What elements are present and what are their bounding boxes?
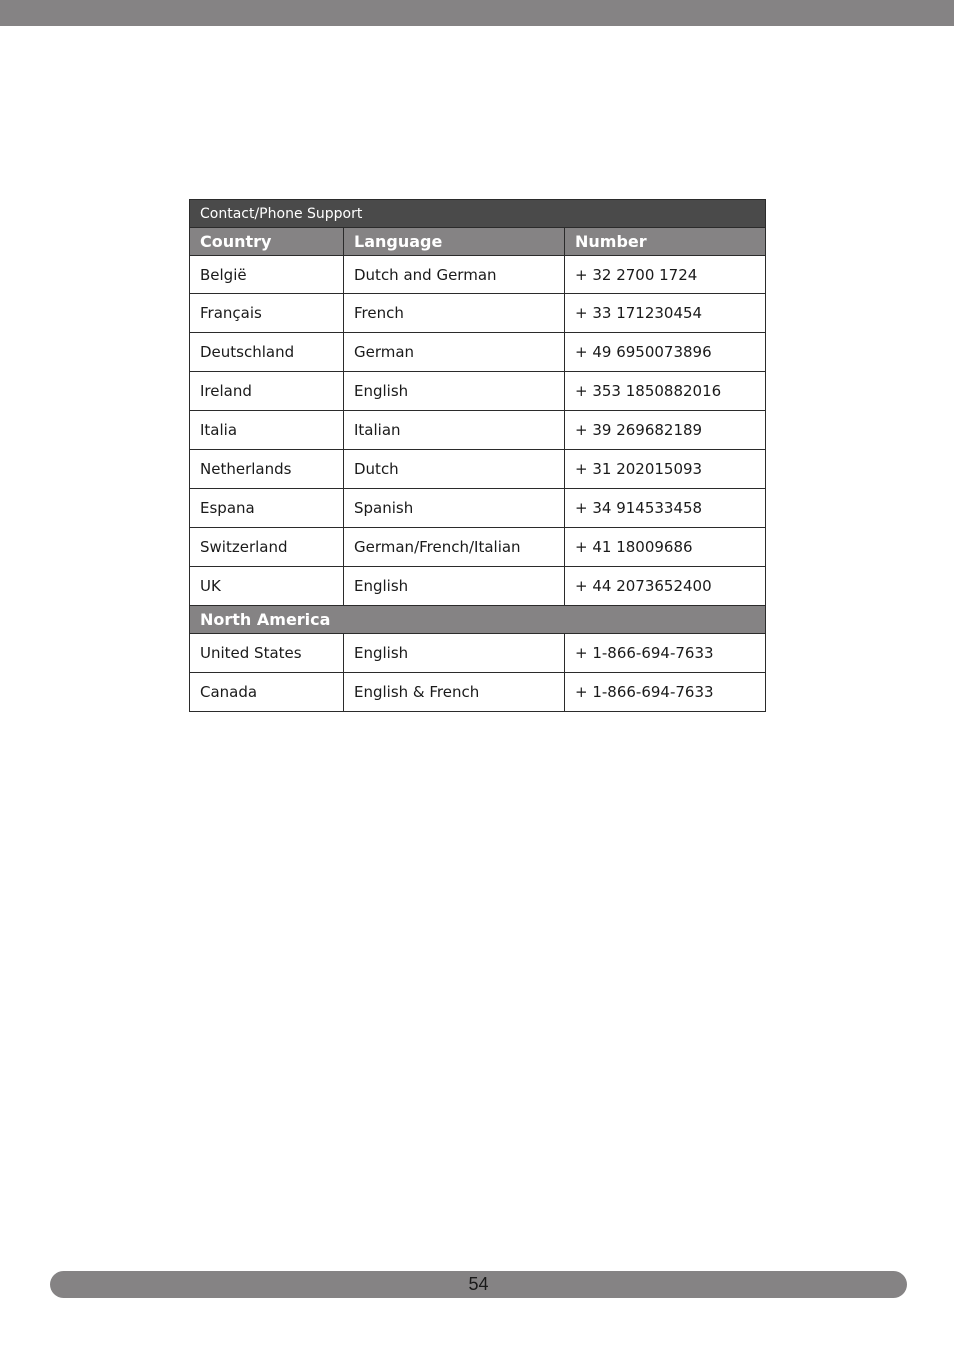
table-row	[190, 673, 766, 712]
language-cell: English & French	[344, 673, 565, 712]
table-title-row	[190, 200, 766, 228]
number-cell: + 1-866-694-7633	[565, 673, 766, 712]
table-header-row	[190, 228, 766, 256]
language-cell: Spanish	[344, 489, 565, 528]
number-cell: + 39 269682189	[565, 411, 766, 450]
column-header-country: Country	[190, 228, 344, 256]
country-cell: Canada	[190, 673, 344, 712]
country-cell: België	[190, 256, 344, 294]
country-cell: Espana	[190, 489, 344, 528]
language-cell: Italian	[344, 411, 565, 450]
country-cell: United States	[190, 634, 344, 673]
number-cell: + 1-866-694-7633	[565, 634, 766, 673]
country-cell: Switzerland	[190, 528, 344, 567]
table-title: Contact/Phone Support	[190, 200, 766, 228]
number-cell: + 32 2700 1724	[565, 256, 766, 294]
country-cell: Italia	[190, 411, 344, 450]
table-row	[190, 333, 766, 372]
language-cell: English	[344, 372, 565, 411]
page-number: 54	[468, 1274, 489, 1294]
contact-phone-support-table	[189, 199, 766, 712]
table-row	[190, 634, 766, 673]
number-cell: + 34 914533458	[565, 489, 766, 528]
top-bar	[0, 0, 954, 26]
table-row	[190, 294, 766, 333]
number-cell: + 353 1850882016	[565, 372, 766, 411]
number-cell: + 49 6950073896	[565, 333, 766, 372]
column-header-language: Language	[344, 228, 565, 256]
country-cell: Deutschland	[190, 333, 344, 372]
number-cell: + 41 18009686	[565, 528, 766, 567]
table-row	[190, 450, 766, 489]
language-cell: French	[344, 294, 565, 333]
page-footer-bar	[50, 1271, 907, 1298]
number-cell: + 33 171230454	[565, 294, 766, 333]
language-cell: Dutch	[344, 450, 565, 489]
language-cell: English	[344, 567, 565, 606]
country-cell: UK	[190, 567, 344, 606]
language-cell: English	[344, 634, 565, 673]
table-row	[190, 411, 766, 450]
language-cell: Dutch and German	[344, 256, 565, 294]
language-cell: German/French/Italian	[344, 528, 565, 567]
table-row	[190, 528, 766, 567]
section-title-north-america: North America	[190, 606, 766, 634]
column-header-number: Number	[565, 228, 766, 256]
table-row	[190, 567, 766, 606]
country-cell: Français	[190, 294, 344, 333]
table-row	[190, 256, 766, 294]
section-header-row	[190, 606, 766, 634]
table-row	[190, 372, 766, 411]
country-cell: Ireland	[190, 372, 344, 411]
number-cell: + 31 202015093	[565, 450, 766, 489]
language-cell: German	[344, 333, 565, 372]
number-cell: + 44 2073652400	[565, 567, 766, 606]
country-cell: Netherlands	[190, 450, 344, 489]
table-row	[190, 489, 766, 528]
